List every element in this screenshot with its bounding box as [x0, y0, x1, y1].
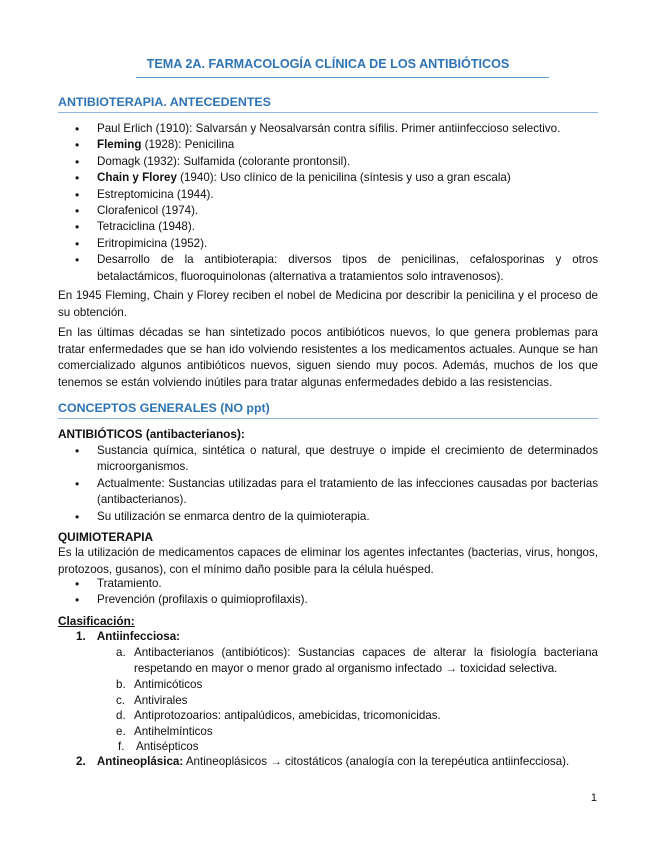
bullet-icon: • [75, 220, 80, 235]
list-item: • Tetraciclina (1948). [75, 220, 195, 235]
bullet-icon: • [75, 187, 80, 202]
subitem-text: Antiprotozoarios: antipalúdicos, amebicidas, tricomonicidas. [134, 709, 441, 722]
bullet-icon: • [75, 171, 80, 186]
title-underline [136, 77, 549, 78]
clasificacion-item-1: 1. Antiinfecciosa: [76, 630, 181, 643]
section-heading-conceptos: CONCEPTOS GENERALES (NO ppt) [58, 401, 598, 419]
quimioterapia-list [75, 576, 598, 609]
section-heading-antecedentes: ANTIBIOTERAPIA. ANTECEDENTES [58, 95, 598, 113]
list-item: • Su utilización se enmarca dentro de la quimioterapia. [75, 509, 370, 524]
bullet-icon: • [75, 236, 80, 251]
bullet-icon: • [75, 204, 80, 219]
subitem-letter: a. [116, 646, 126, 659]
list-item: • Paul Erlich (1910): Salvarsán y Neosalvarsán contra sífilis. Primer antiinfeccioso selectivo. [75, 122, 561, 136]
list-item: • Estreptomicina (1944). [75, 187, 214, 202]
document-title: TEMA 2A. FARMACOLOGÍA CLÍNICA DE LOS ANTIBIÓTICOS [146, 57, 510, 71]
subitem-text: Antibacterianos (antibióticos): Sustancias capaces de alterar la fisiología bacteriana respetando en mayor o menor grado al organismo infectado → toxicidad selectiva. [134, 646, 598, 676]
bullet-icon: • [75, 122, 80, 136]
bullet-icon: • [75, 577, 80, 591]
antibioticos-heading: ANTIBIÓTICOS (antibacterianos): [58, 427, 245, 441]
subitem-letter: f. [118, 740, 125, 753]
list-item: • Eritropimicina (1952). [75, 236, 208, 251]
subitem-letter: b. [116, 678, 126, 691]
antibioticos-list [75, 443, 598, 525]
quimioterapia-paragraph: Es la utilización de medicamentos capaces de eliminar los agentes infectantes (bacterias, virus, hongos, protozoos, gusanos), con el mínimo daño posible para la célula huésped. [58, 546, 598, 576]
nobel-paragraph: En 1945 Fleming, Chain y Florey reciben el nobel de Medicina por describir la penicilina y el proceso de su obtención. [58, 289, 598, 319]
bullet-icon: • [75, 138, 80, 153]
list-item: • Domagk (1932): Sulfamida (colorante prontonsil). [75, 154, 351, 169]
antecedentes-list [75, 121, 598, 285]
list-item: • Chain y Florey (1940): Uso clínico de la penicilina (síntesis y uso a gran escala) [75, 171, 511, 186]
list-item: • Actualmente: Sustancias utilizadas para el tratamiento de las infecciones causadas por bacterias (antibacterianos). [75, 476, 598, 507]
list-item: • Sustancia química, sintética o natural, que destruye o impide el crecimiento de determinados microorganismos. [75, 444, 598, 474]
clasificacion-heading: Clasificación: [58, 614, 135, 628]
bullet-icon: • [75, 509, 80, 524]
list-item: • Tratamiento. [75, 577, 162, 591]
subitem-text: Antivirales [134, 694, 188, 707]
clasificacion-item-2: 2. Antineoplásica: Antineoplásicos → citostáticos (analogía con la terepéutica antiinfecciosa). [76, 755, 570, 768]
subitem-text: Antimicóticos [134, 678, 203, 691]
resistance-paragraph: En las últimas décadas se han sintetizado pocos antibióticos nuevos, lo que genera problemas para tratar enfermedades que se han ido volviendo resistentes a los medicamentos actuales. Aunque se han comercializado algunos antibióticos nuevos, siguen siendo muy pocos. Además, muchos de los que tenemos se están volviendo inútiles para tratar algunas enfermedades debido a las resistencias. [58, 326, 598, 389]
list-item: • Desarrollo de la antibioterapia: diversos tipos de penicilinas, cefalosporinas y otros betalactámicos, fluoroquinolonas (alternativa a tratamientos solo intravenosos). [75, 253, 598, 283]
page-number: 1 [590, 792, 597, 804]
subitem-text: Antihelmínticos [134, 725, 213, 738]
bullet-icon: • [75, 593, 80, 608]
bullet-icon: • [75, 154, 80, 169]
subitem-letter: c. [116, 694, 126, 707]
subitem-letter: e. [116, 725, 126, 738]
subitem-text: Antisépticos [136, 740, 199, 753]
list-item: • Fleming (1928): Penicilina [75, 138, 235, 153]
bullet-icon: • [75, 253, 80, 268]
list-item: • Prevención (profilaxis o quimioprofilaxis). [75, 593, 308, 608]
bullet-icon: • [75, 444, 80, 458]
subitem-letter: d. [116, 709, 126, 722]
quimioterapia-heading: QUIMIOTERAPIA [58, 530, 154, 544]
list-item: • Clorafenicol (1974). [75, 204, 199, 219]
bullet-icon: • [75, 476, 80, 491]
